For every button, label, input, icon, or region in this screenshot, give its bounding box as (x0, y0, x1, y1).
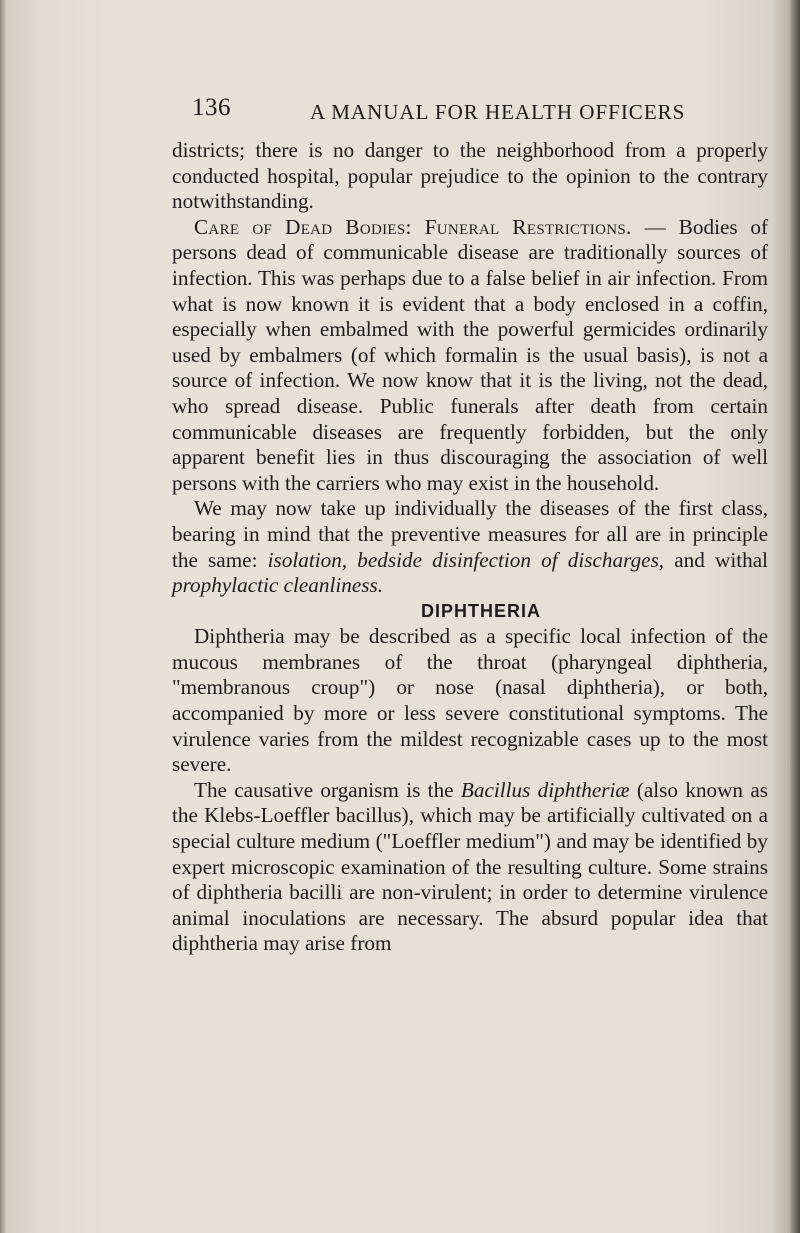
page-right-edge (790, 0, 800, 1233)
paragraph-text: (also known as the Klebs-Loeffler bacillus), which may be artificially cultivated on a special culture medium ("Loeffler medium") and may be identified by expert microscopic examination of the resulting culture. Some strains of diphtheria bacilli are non-virulent; in order to determine virulence animal inoculations are necessary. The absurd popular idea that diphtheria may arise from (172, 777, 769, 956)
paragraph-continuation: districts; there is no danger to the neighborhood from a properly conducted hospital, popular prejudice to the opinion to the contrary notwithstanding. (172, 138, 768, 214)
paragraph-dead-bodies (172, 215, 768, 497)
paragraph-text: and withal (664, 547, 768, 572)
page-number: 136 (192, 94, 231, 121)
section-heading-diphtheria: DIPHTHERIA (420, 600, 541, 621)
body-text (172, 138, 768, 957)
emphasis-isolation: isolation, bedside disinfection of discharges, (267, 547, 665, 572)
page-left-edge (0, 0, 6, 1233)
paragraph-preventive-measures (172, 496, 768, 598)
paragraph-dead-bodies-text: Bodies of persons dead of communicable disease are traditionally sources of infection. This was perhaps due to a false belief in air infection. From what is now known it is evident that a body enclosed in a coffin, especially when embalmed with the powerful germicides ordinarily used by embalmers (of which formalin is the usual basis), is not a source of infection. We now know that it is the living, not the dead, who spread disease. Public funerals after death from certain communicable diseases are frequently forbidden, but the only apparent benefit lies in thus discouraging the association of well persons with the carriers who may exist in the household. (172, 214, 768, 495)
section-caption: Care of Dead Bodies: Funeral Restrictions. — (194, 214, 667, 239)
paragraph-causative-organism (172, 778, 768, 957)
emphasis-cleanliness: prophylactic cleanliness. (172, 573, 384, 598)
paragraph-text: We may now take up individually the diseases of the first class, bearing in mind that the preventive measures for all are in principle the same: (172, 496, 768, 572)
paragraph-diphtheria-description: Diphtheria may be described as a specific local infection of the mucous membranes of the throat (pharyngeal diphtheria, "membranous croup") or nose (nasal diphtheria), or both, accompanied by more or less severe constitutional symptoms. The virulence varies from the mildest recognizable cases up to the most severe. (172, 624, 768, 777)
paragraph-text: The causative organism is the (194, 777, 461, 802)
emphasis-bacillus: Bacillus diphtheriæ (460, 777, 630, 802)
running-head: A MANUAL FOR HEALTH OFFICERS (310, 100, 686, 124)
